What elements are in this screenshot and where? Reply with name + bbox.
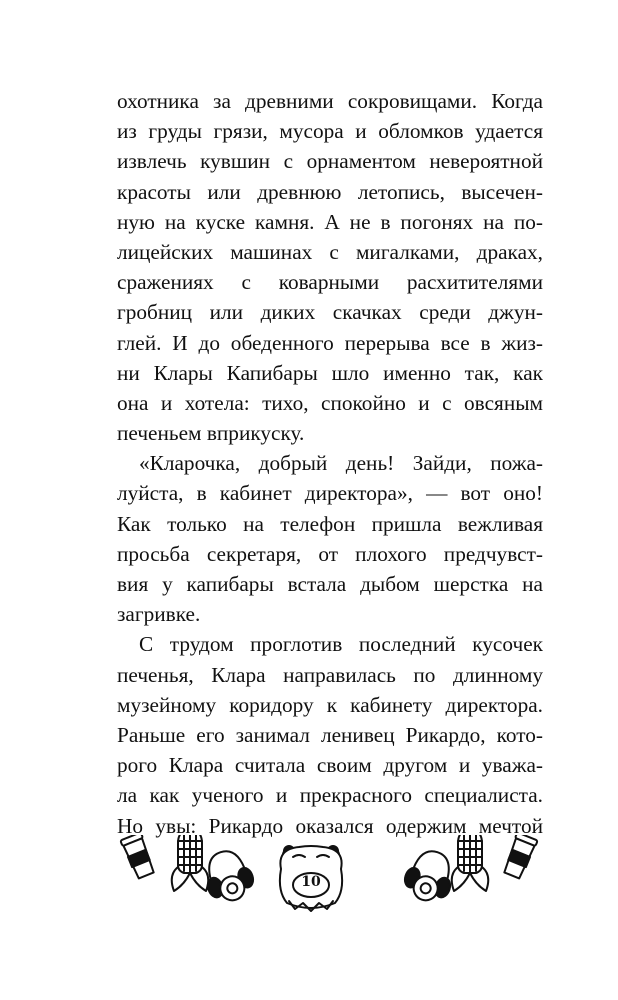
corn-icon [452, 835, 489, 891]
text-line: С трудом проглотив последний кусочек [139, 632, 543, 657]
text-line: просьба секретаря, от плохого предчувст- [117, 541, 543, 566]
text-line: глей. И до обеденного перерыва все в жиз- [117, 330, 543, 355]
page-footer-ornament [0, 835, 618, 925]
text-line: извлечь кувшин с орнаментом невероятной [117, 149, 543, 174]
coffee-cup-icon [502, 835, 538, 880]
text-line: луйста, в кабинет директора», — вот оно! [117, 481, 543, 506]
text-line: загривке. [117, 602, 201, 627]
text-line: красоты или древнюю летопись, высечен- [117, 179, 543, 204]
text-line: вия у капибары встала дыбом шерстка на [117, 572, 543, 596]
text-line: ни Клары Капибары шло именно так, как [117, 360, 543, 385]
text-line: печеньем вприкуску. [117, 421, 305, 446]
text-line: гробниц или диких скачках среди джун- [117, 300, 543, 325]
text-line: сражениях с коварными расхитителями [117, 270, 543, 295]
text-line: она и хотела: тихо, спокойно и с овсяным [117, 390, 543, 415]
headphones-icon [400, 845, 459, 907]
text-line: печенья, Клара направилась по длинному [117, 662, 543, 687]
text-line: охотника за древними сокровищами. Когда [117, 89, 543, 113]
text-line: «Кларочка, добрый день! Зайди, пожа- [139, 451, 543, 476]
body-text [117, 86, 543, 841]
text-line: Как только на телефон пришла вежливая [117, 511, 543, 536]
text-line: Но увы: Рикардо оказался одержим мечтой [117, 813, 543, 838]
text-line: лицейских машинах с мигалками, драках, [117, 239, 543, 264]
text-line: из груды грязи, мусора и обломков удается [117, 119, 543, 144]
text-line: ла как ученого и прекрасного специалиста. [117, 783, 543, 808]
text-line: ную на куске камня. А не в погонях на по- [117, 209, 543, 234]
page-number: 10 [301, 874, 321, 890]
text-line: Раньше его занимал ленивец Рикардо, кото- [117, 722, 543, 747]
text-line: рого Клара считала своим другом и уважа- [117, 753, 543, 778]
text-line: музейному коридору к кабинету директора. [117, 692, 543, 717]
coffee-cup-icon [120, 835, 156, 880]
corn-icon [172, 835, 209, 891]
